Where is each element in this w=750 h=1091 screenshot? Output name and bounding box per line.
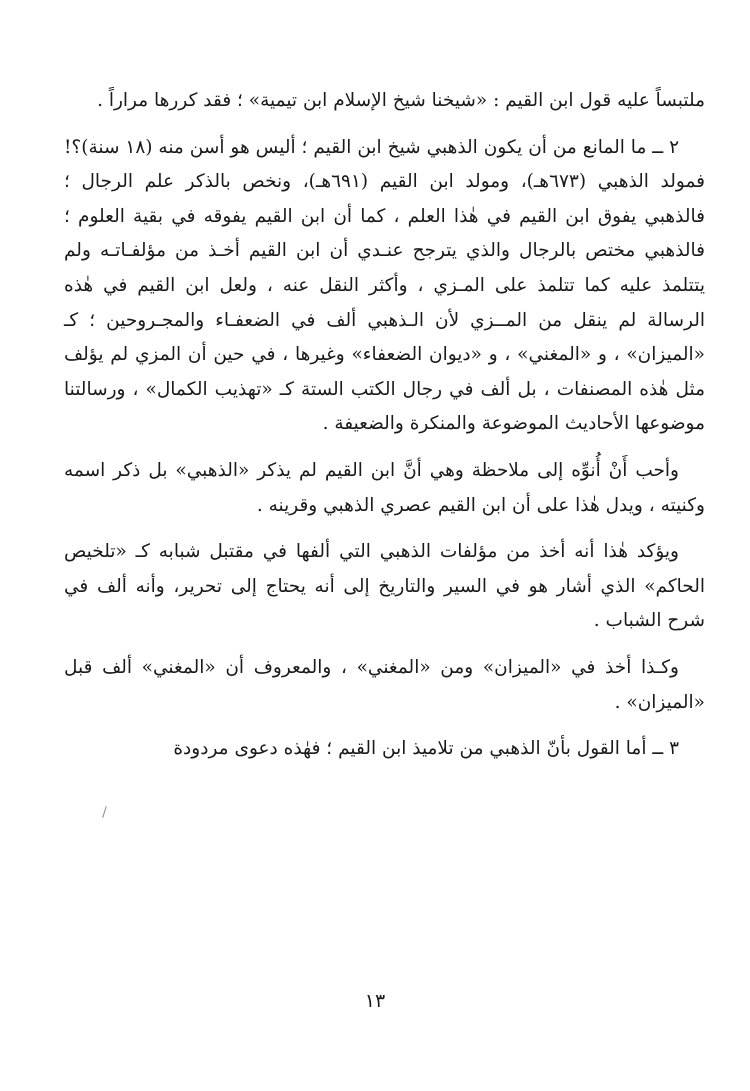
page-number: ١٣ bbox=[364, 990, 386, 1012]
paragraph-mizan: وكـذا أخذ في «الميزان» ومن «المغني» ، والمعروف أن «المغني» ألف قبل «الميزان» . bbox=[64, 656, 705, 713]
body-text bbox=[64, 84, 705, 767]
paragraph-point-2: ٢ ــ ما المانع من أن يكون الذهبي شيخ ابن القيم ؛ أليس هو أسن منه (١٨ سنة)؟! فمولد الذهبي (٦٧٣هـ)، ومولد ابن القيم (٦٩١هـ)، ونخص بالذكر علم الرجال ؛ فالذهبي يفوق ابن القيم في هٰذا العلم ، كما أن ابن القيم يفوقه في بقية العلوم ؛ فالذهبي مختص بالرجال والذي يترجح عنـدي أن ابن القيم أخـذ من مؤلفـاتـه ولم يتتلمذ عليه كما تتلمذ على المـزي ، وأكثر النقل عنه ، ولعل ابن القيم في هٰذه الرسالة لم ينقل من المــزي لأن الـذهبي ألف في الضعفـاء والمجـروحين ؛ كـ «الميزان» ، و «المغني» ، و «ديوان الضعفاء» وغيرها ، في حين أن المزي لم يؤلف مثل هٰذه المصنفات ، بل ألف في رجال الكتب الستة كـ «تهذيب الكمال» ، ورسالتنا موضوعها الأحاديث الموضوعة والمنكرة والضعيفة . bbox=[64, 136, 705, 435]
paragraph-point-3: ٣ ــ أما القول بأنّ الذهبي من تلاميذ ابن القيم ؛ فهٰذه دعوى مردودة bbox=[173, 738, 679, 760]
paragraph-note: وأحب أَنْ أُنوِّه إلى ملاحظة وهي أنَّ ابن القيم لم يذكر «الذهبي» بل ذكر اسمه وكنيته ، ويدل هٰذا على أن ابن القيم عصري الذهبي وقرينه . bbox=[64, 459, 705, 516]
stray-pen-mark bbox=[102, 806, 107, 818]
paragraph-confirmation: ويؤكد هٰذا أنه أخذ من مؤلفات الذهبي التي ألفها في مقتبل شبابه كـ «تلخيص الحاكم» الذي أشار هو في السير والتاريخ إلى أنه يحتاج إلى تحرير، وأنه ألف في شرح الشباب . bbox=[64, 541, 705, 632]
paragraph-continuation: ملتبساً عليه قول ابن القيم : «شيخنا شيخ الإسلام ابن تيمية» ؛ فقد كررها مراراً . bbox=[97, 90, 705, 111]
